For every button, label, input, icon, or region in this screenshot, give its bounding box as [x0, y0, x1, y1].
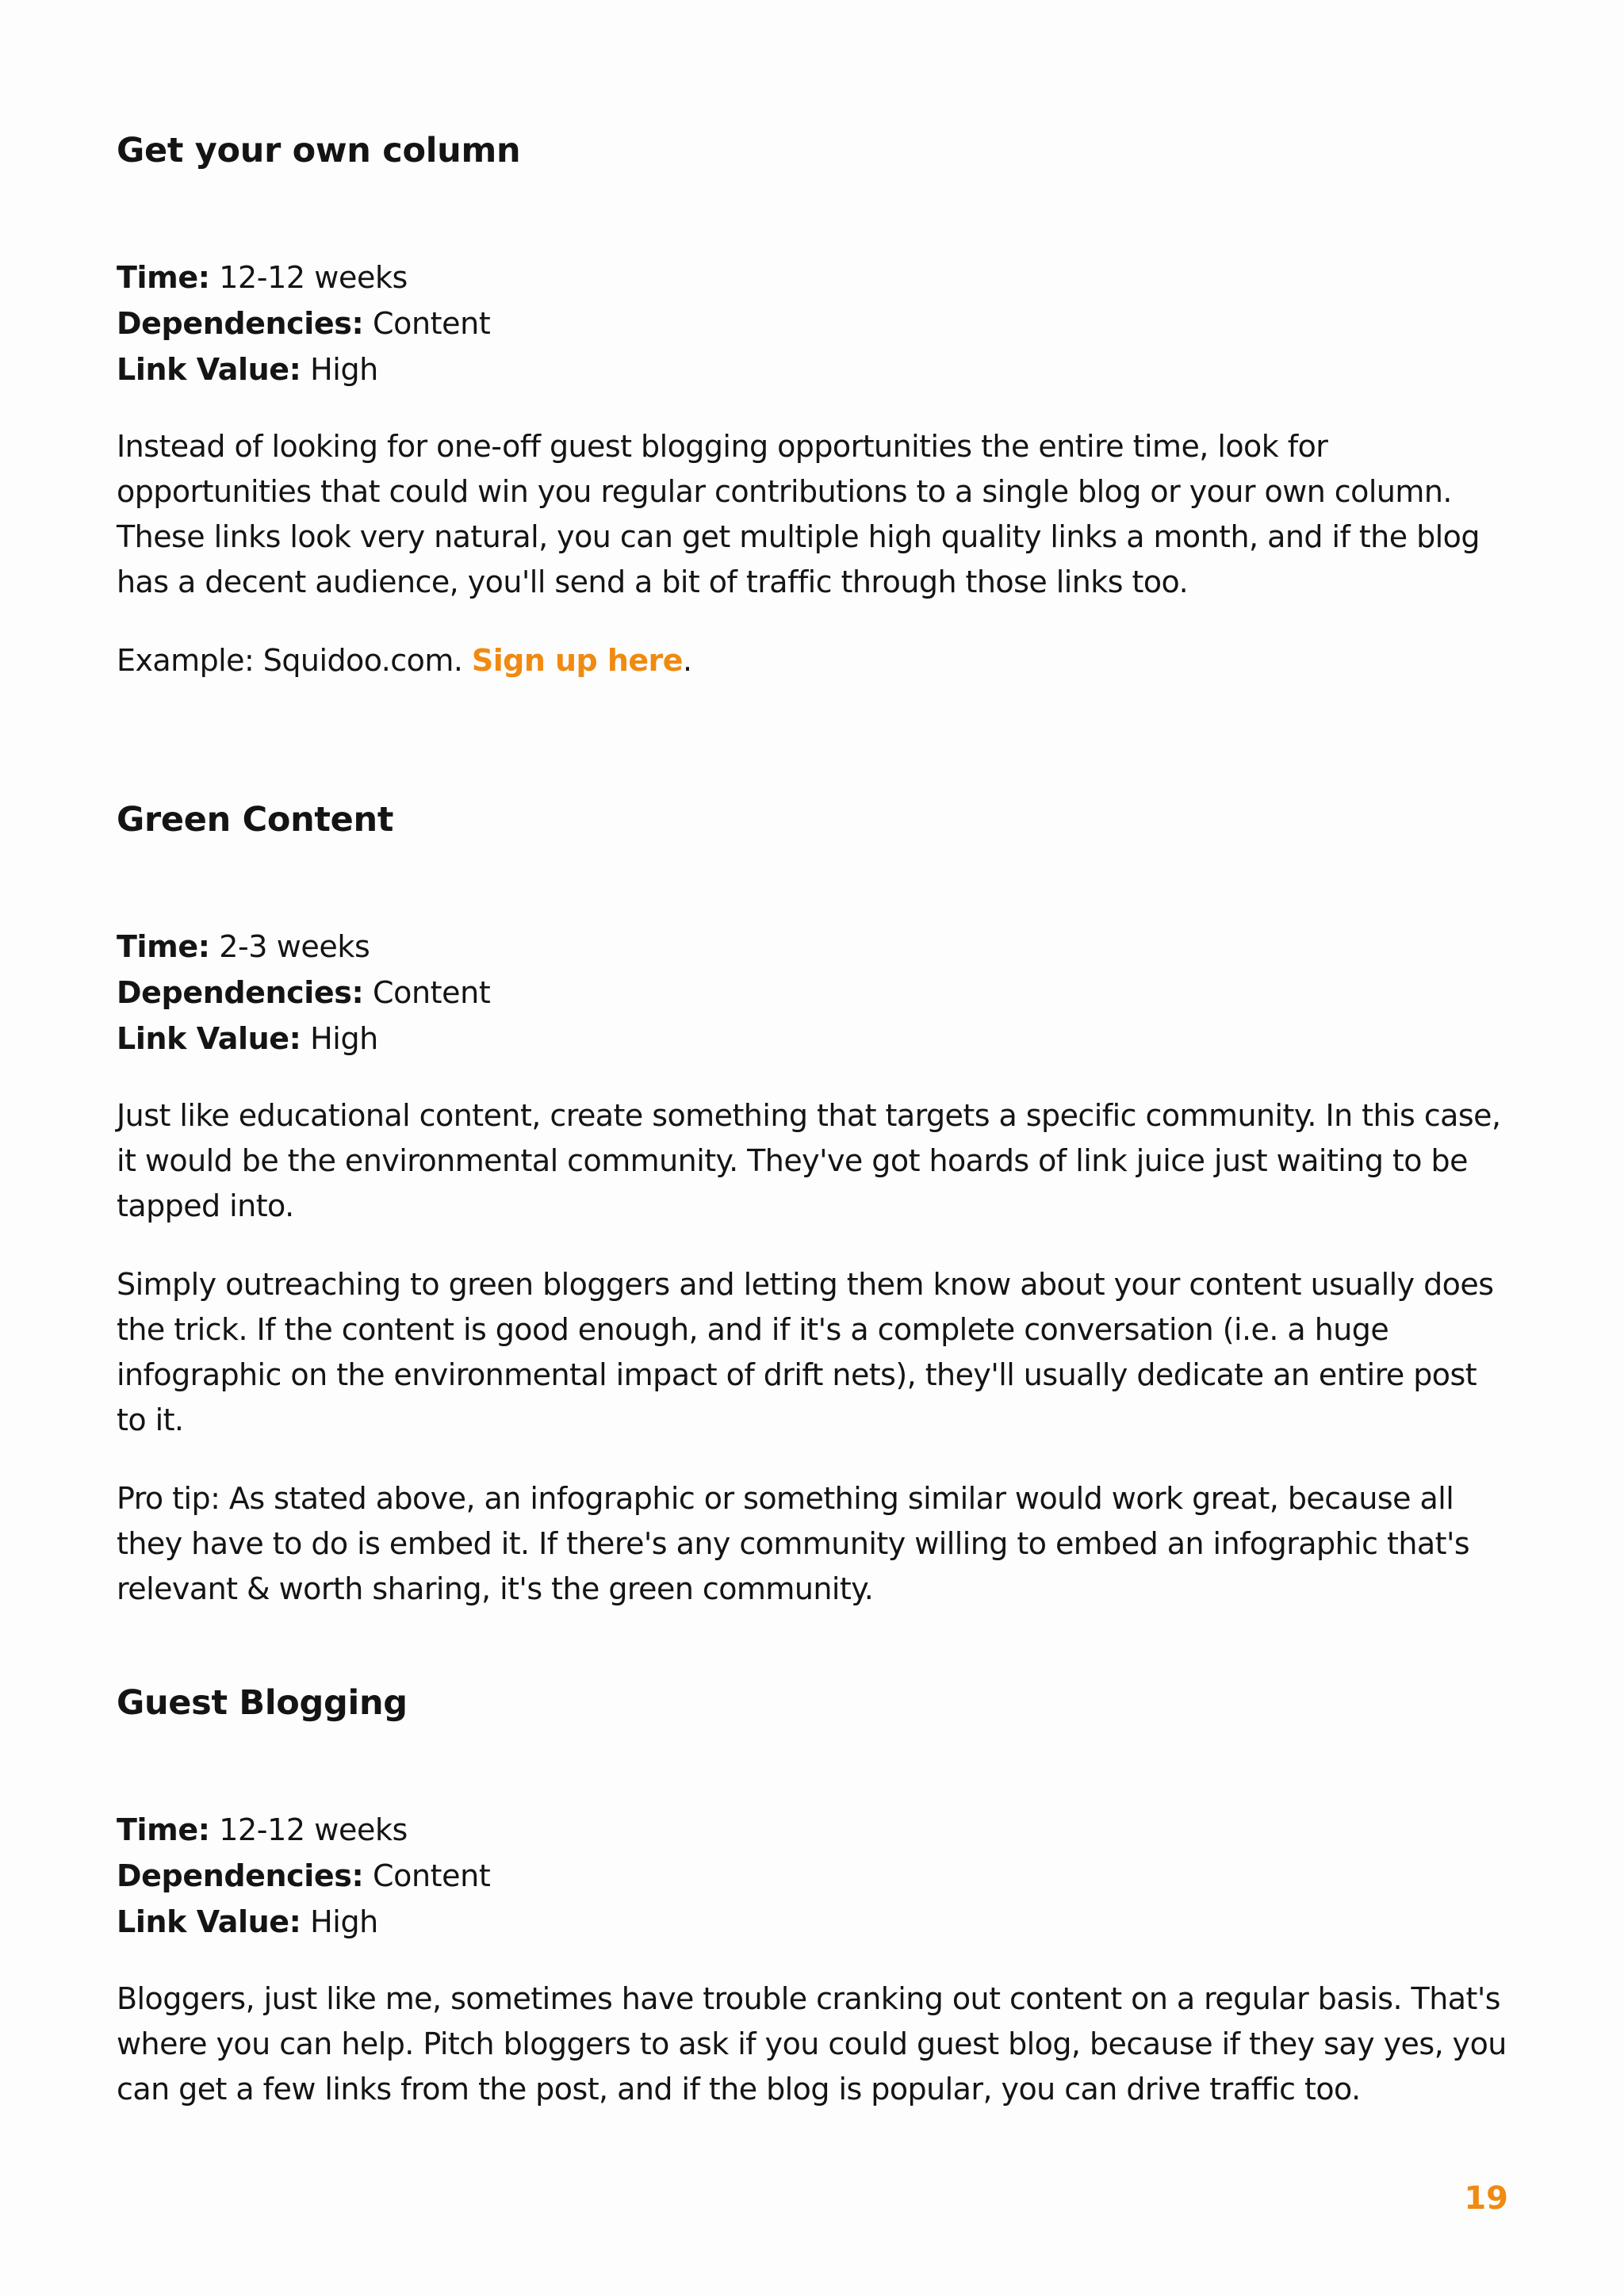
link-value-line [117, 1899, 1512, 1945]
dependencies-value: Content [373, 306, 491, 341]
sign-up-link[interactable]: Sign up here [471, 643, 683, 678]
link-value-value: High [310, 1904, 378, 1939]
section-guest-blogging [117, 1681, 1512, 2112]
body-paragraph: Instead of looking for one-off guest blogging opportunities the entire time, look for opportunities that could win you regular contributions to a single blog or your own column. These links look very natural, you can get multiple high quality links a month, and if the blog has a decent audience, you'll send a bit of traffic through those links too. [117, 429, 1480, 599]
link-value-label: Link Value: [117, 352, 301, 387]
time-value: 2-3 weeks [219, 929, 370, 964]
dependencies-value: Content [373, 975, 491, 1010]
section-get-your-own-column [117, 128, 1512, 683]
body-paragraph: Just like educational content, create something that targets a specific community. In this case, it would be the environmental community. They've got hoards of link juice just waiting to be tapped into. [117, 1098, 1501, 1223]
dependencies-label: Dependencies: [117, 1858, 364, 1893]
time-line [117, 924, 1512, 970]
link-value-value: High [310, 1021, 378, 1056]
section-green-content [117, 798, 1512, 1612]
time-value: 12-12 weeks [219, 1812, 408, 1847]
time-line [117, 1807, 1512, 1853]
dependencies-label: Dependencies: [117, 306, 364, 341]
example-line [117, 638, 1512, 683]
section-title: Get your own column [117, 131, 521, 170]
time-value: 12-12 weeks [219, 260, 408, 295]
page-number: 19 [1464, 2180, 1508, 2217]
time-label: Time: [117, 929, 210, 964]
dependencies-label: Dependencies: [117, 975, 364, 1010]
time-line [117, 254, 1512, 300]
body-paragraph: Bloggers, just like me, sometimes have trouble cranking out content on a regular basis. That's where you can help. Pitch bloggers to ask if you could guest blog, because if they say yes, you can get a few links from the post, and if the blog is popular, you can drive traffic too. [117, 1981, 1507, 2107]
dependencies-line [117, 1853, 1512, 1899]
link-value-label: Link Value: [117, 1904, 301, 1939]
time-label: Time: [117, 1812, 210, 1847]
dependencies-line [117, 300, 1512, 346]
link-value-line [117, 346, 1512, 392]
section-title: Guest Blogging [117, 1683, 408, 1723]
example-prefix: Example: Squidoo.com. [117, 643, 463, 678]
link-value-value: High [310, 352, 378, 387]
pro-tip-paragraph: Pro tip: As stated above, an infographic or something similar would work great, because all they have to do is embed it. If there's any community willing to embed an infographic that's relevant & worth sharing, it's the green community. [117, 1481, 1470, 1606]
link-value-label: Link Value: [117, 1021, 301, 1056]
time-label: Time: [117, 260, 210, 295]
dependencies-value: Content [373, 1858, 491, 1893]
section-title: Green Content [117, 800, 394, 840]
link-value-line [117, 1016, 1512, 1062]
example-suffix: . [682, 643, 692, 678]
body-paragraph: Simply outreaching to green bloggers and letting them know about your content usually does the trick. If the content is good enough, and if it's a complete conversation (i.e. a huge infographic on the environmental impact of drift nets), they'll usually dedicate an entire post to it. [117, 1267, 1494, 1437]
dependencies-line [117, 970, 1512, 1016]
